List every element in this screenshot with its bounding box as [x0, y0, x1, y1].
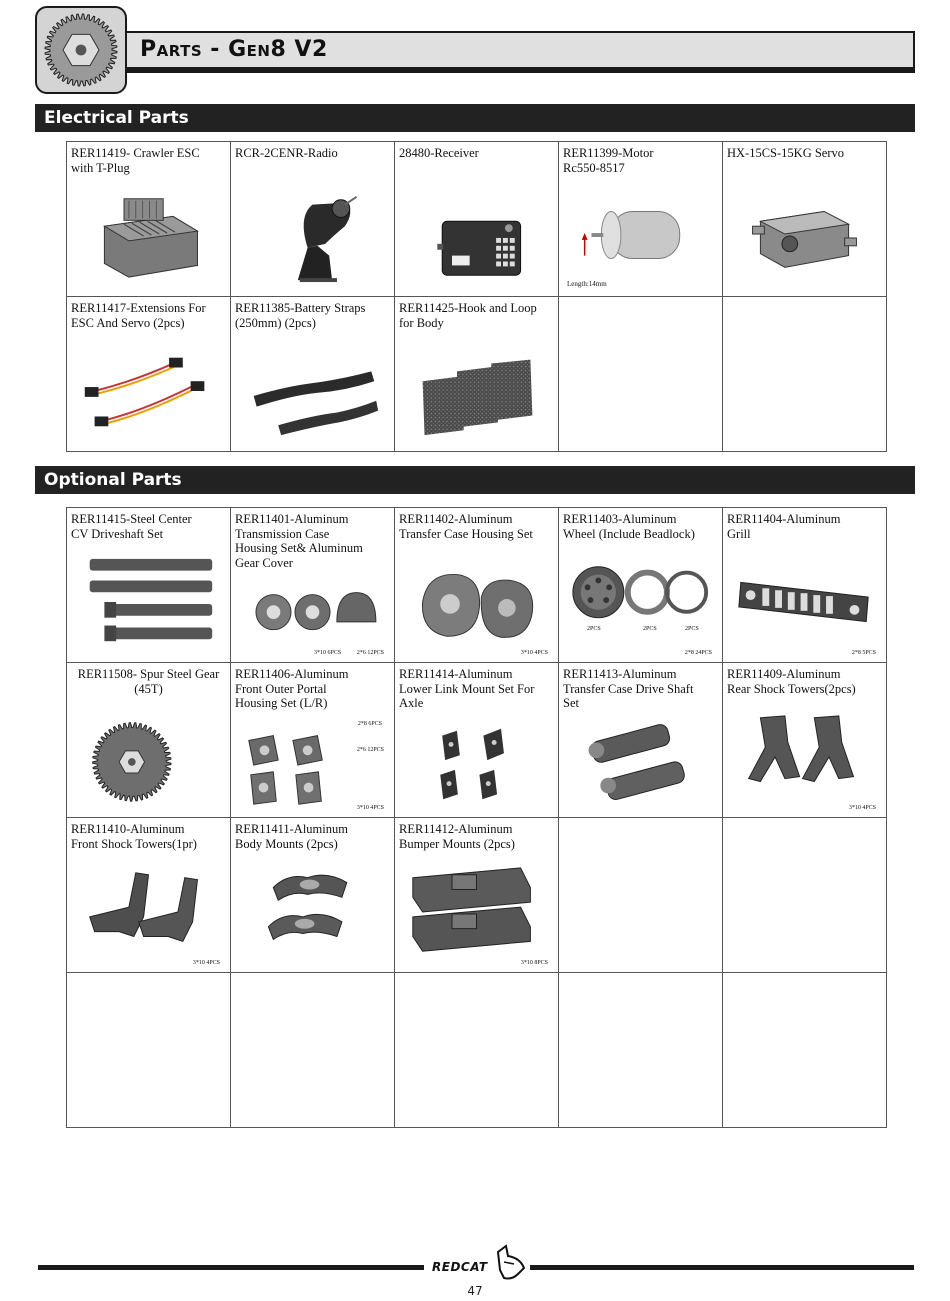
hardware-note: 2PCS [643, 626, 657, 632]
part-cell-empty [559, 973, 723, 1128]
part-label: RER11385-Battery Straps (250mm) (2pcs) [235, 301, 366, 330]
hardware-note: 3*10 4PCS [848, 805, 876, 811]
part-label: RER11425-Hook and Loop for Body [399, 301, 537, 330]
part-cell-front-shock-tower [67, 818, 231, 973]
spur-gear-icon [43, 12, 119, 88]
hardware-note: 3*10 8PCS [520, 960, 548, 966]
bumper-mount-image [403, 858, 550, 966]
spur-gear-image [75, 703, 222, 811]
rear-shock-tower-image [731, 703, 878, 811]
hardware-note: 2*6 12PCS [356, 650, 384, 656]
part-cell-empty [723, 818, 887, 973]
title-badge [35, 6, 127, 94]
part-cell-empty [723, 973, 887, 1128]
hook-loop-image [403, 337, 550, 445]
receiver-image [403, 182, 550, 290]
part-cell-empty [559, 297, 723, 452]
part-label: RER11406-Aluminum Front Outer Portal Housing Set (L/R) [235, 667, 349, 710]
driveshaft-image [75, 548, 222, 656]
part-cell-empty [559, 818, 723, 973]
footer-divider-right [530, 1265, 914, 1270]
part-label: RER11409-Aluminum Rear Shock Towers(2pcs) [727, 667, 856, 696]
part-label: RER11419- Crawler ESC with T-Plug [71, 146, 200, 175]
hardware-note: 2*8 24PCS [684, 650, 712, 656]
radio-image [239, 182, 386, 290]
front-shock-tower-image [75, 858, 222, 966]
hardware-note: 2*8 6PCS [357, 721, 382, 727]
transmission-case-image [239, 578, 386, 656]
electrical-parts-grid [66, 141, 887, 452]
part-label: RER11402-Aluminum Transfer Case Housing Set [399, 512, 533, 541]
part-cell-radio [231, 142, 395, 297]
part-cell-driveshaft [67, 508, 231, 663]
hardware-note: 2*6 12PCS [356, 747, 384, 753]
part-label: RER11410-Aluminum Front Shock Towers(1pr) [71, 822, 197, 851]
part-label: RER11415-Steel Center CV Driveshaft Set [71, 512, 192, 541]
link-mount-image [403, 719, 550, 811]
part-cell-servo [723, 142, 887, 297]
part-cell-transfer-case [395, 508, 559, 663]
part-label: RER11412-Aluminum Bumper Mounts (2pcs) [399, 822, 515, 851]
transfer-shaft-image [567, 719, 714, 811]
battery-straps-image [239, 337, 386, 445]
footer-logo-text: REDCAT [432, 1260, 488, 1274]
part-cell-esc [67, 142, 231, 297]
part-cell-hook-loop [395, 297, 559, 452]
part-label: 28480-Receiver [399, 146, 479, 160]
part-cell-empty [395, 973, 559, 1128]
part-cell-empty [723, 297, 887, 452]
body-mount-image [239, 858, 386, 966]
esc-image [75, 182, 222, 290]
page-number: 47 [467, 1284, 483, 1298]
part-label: RER11403-Aluminum Wheel (Include Beadlock) [563, 512, 695, 541]
part-label: RER11508- Spur Steel Gear (45T) [77, 667, 220, 696]
part-cell-bumper-mount [395, 818, 559, 973]
part-cell-empty [231, 973, 395, 1128]
part-cell-transfer-shaft [559, 663, 723, 818]
hardware-note: 2PCS [685, 626, 699, 632]
part-label: HX-15CS-15KG Servo [727, 146, 845, 160]
part-label: RER11411-Aluminum Body Mounts (2pcs) [235, 822, 348, 851]
optional-parts-grid [66, 507, 887, 1128]
part-cell-transmission-case [231, 508, 395, 663]
portal-housing-image [239, 719, 386, 811]
part-cell-extensions [67, 297, 231, 452]
part-cell-portal-housing [231, 663, 395, 818]
hardware-note: 3*10 6PCS [314, 650, 342, 656]
part-cell-grill [723, 508, 887, 663]
wheel-image [567, 548, 714, 656]
motor-image [567, 182, 714, 290]
part-cell-body-mount [231, 818, 395, 973]
part-cell-motor [559, 142, 723, 297]
part-cell-spur-gear [67, 663, 231, 818]
part-cell-wheel [559, 508, 723, 663]
section-title-electrical: Electrical Parts [35, 104, 915, 132]
servo-image [731, 182, 878, 290]
part-cell-receiver [395, 142, 559, 297]
section-title-optional: Optional Parts [35, 466, 915, 494]
part-label: RER11417-Extensions For ESC And Servo (2pcs) [71, 301, 206, 330]
hardware-note: 3*10 4PCS [520, 650, 548, 656]
part-label: RER11401-Aluminum Transmission Case Housing Set& Aluminum Gear Cover [235, 512, 363, 570]
part-label: RCR-2CENR-Radio [235, 146, 338, 160]
hardware-note: 2*8 5PCS [851, 650, 876, 656]
motor-length-note: Length:14mm [567, 280, 607, 288]
part-label: RER11414-Aluminum Lower Link Mount Set For Axle [399, 667, 535, 710]
hardware-note: 3*10 4PCS [356, 805, 384, 811]
part-cell-battery-straps [231, 297, 395, 452]
hardware-note: 2PCS [587, 626, 601, 632]
part-cell-rear-shock-tower [723, 663, 887, 818]
part-label: RER11404-Aluminum Grill [727, 512, 841, 541]
transfer-case-image [403, 548, 550, 656]
grill-image [731, 548, 878, 656]
part-cell-empty [67, 973, 231, 1128]
hardware-note: 3*10 4PCS [192, 960, 220, 966]
part-cell-link-mount [395, 663, 559, 818]
page-title-bar [118, 31, 915, 69]
redcat-logo [428, 1244, 530, 1284]
part-label: RER11399-Motor Rc550-8517 [563, 146, 654, 175]
footer-divider-left [38, 1265, 424, 1270]
page-title: Parts - Gen8 V2 [140, 37, 328, 62]
extension-wires-image [75, 337, 222, 445]
part-label: RER11413-Aluminum Transfer Case Drive Shaft Set [563, 667, 694, 710]
